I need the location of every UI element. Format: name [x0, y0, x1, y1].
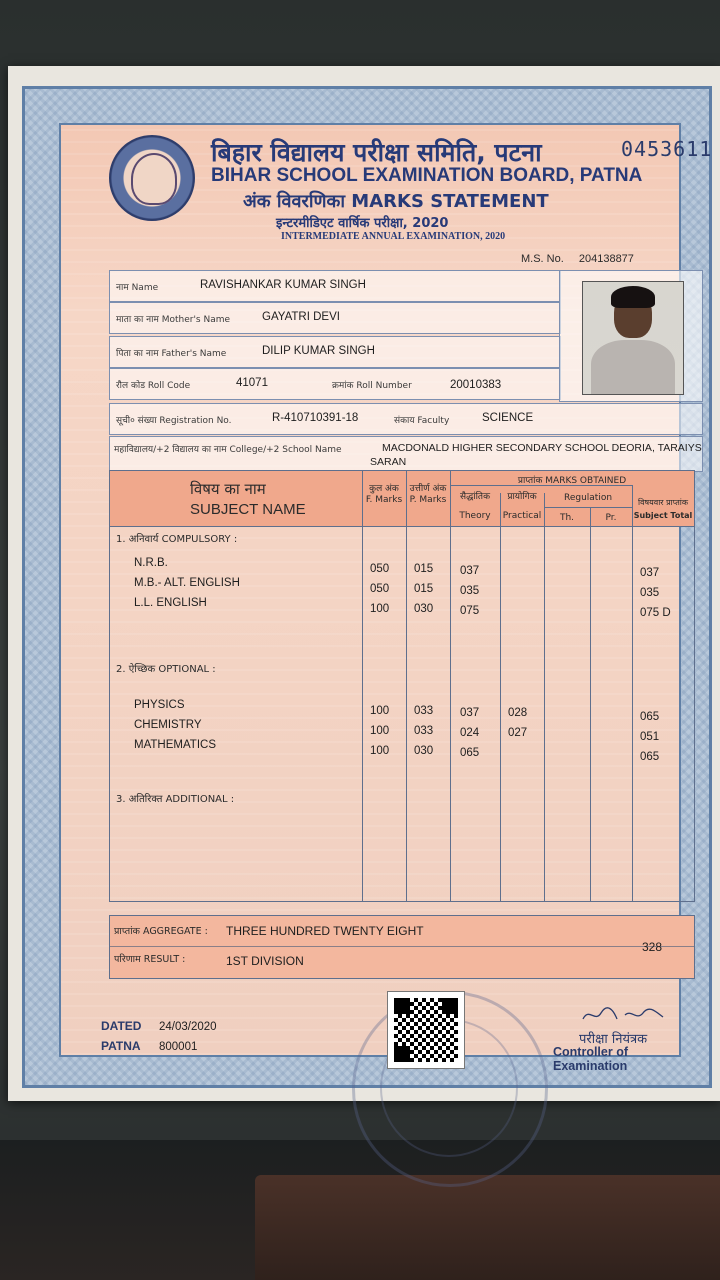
exam-name-english: INTERMEDIATE ANNUAL EXAMINATION, 2020 — [281, 231, 506, 242]
roll-code-label: रौल कोड Roll Code — [116, 381, 191, 391]
college-label: महाविद्यालय/+2 विद्यालय का नाम College/+2 School Name — [114, 445, 342, 455]
subject-total: 065 — [640, 711, 660, 723]
marks-obtained-header: प्राप्तांक MARKS OBTAINED — [517, 476, 627, 486]
subject-fmarks: 100 — [370, 603, 390, 615]
roll-code-value: 41071 — [236, 377, 268, 389]
practical-header: Practical — [502, 511, 542, 521]
result-label: परिणाम RESULT : — [114, 954, 186, 965]
subject-theory: 037 — [460, 565, 480, 577]
subject-total: 065 — [640, 751, 660, 763]
pmarks-header: P. Marks — [409, 495, 447, 505]
controller-title-hindi: परीक्षा नियंत्रक — [579, 1032, 648, 1047]
registration-value: R-410710391-18 — [272, 412, 359, 424]
section-additional: 3. अतिरिक्त ADDITIONAL : — [116, 794, 235, 805]
qr-code — [387, 991, 465, 1069]
ms-number-label: M.S. No. — [521, 253, 564, 265]
subject-pmarks: 033 — [414, 705, 434, 717]
faculty-label: संकाय Faculty — [394, 416, 450, 426]
subject-pmarks: 030 — [414, 603, 434, 615]
registration-row — [109, 403, 703, 435]
aggregate-label: प्राप्तांक AGGREGATE : — [114, 926, 208, 937]
practical-header-hindi: प्रायोगिक — [507, 492, 537, 502]
document-body — [59, 123, 713, 1073]
title-hindi: बिहार विद्यालय परीक्षा समिति, पटना — [211, 138, 542, 167]
subject-theory: 035 — [460, 585, 480, 597]
section-compulsory: 1. अनिवार्य COMPULSORY : — [116, 534, 238, 545]
regulation-header: Regulation — [563, 493, 613, 503]
aggregate-result-box — [109, 915, 695, 979]
subject-header-english: SUBJECT NAME — [190, 501, 306, 518]
subject-total: 035 — [640, 587, 660, 599]
aggregate-total: 328 — [642, 940, 663, 954]
registration-label: सूची० संख्या Registration No. — [116, 416, 232, 426]
subject-name: CHEMISTRY — [134, 719, 202, 731]
section-optional: 2. ऐच्छिक OPTIONAL : — [116, 664, 216, 675]
fmarks-header-hindi: कुल अंक — [369, 484, 399, 494]
subject-fmarks: 050 — [370, 563, 390, 575]
subject-name: L.L. ENGLISH — [134, 597, 207, 609]
father-value: DILIP KUMAR SINGH — [262, 345, 375, 357]
name-value: RAVISHANKAR KUMAR SINGH — [200, 279, 366, 291]
marks-statement-title: अंक विवरणिका MARKS STATEMENT — [243, 191, 549, 212]
subject-theory: 037 — [460, 707, 480, 719]
controller-title: Controller of Examination — [553, 1045, 628, 1073]
roll-number-value: 20010383 — [450, 379, 502, 391]
subject-theory: 075 — [460, 605, 480, 617]
regulation-pr-header: Pr. — [605, 513, 617, 523]
name-label: नाम Name — [116, 283, 159, 293]
subject-pmarks: 015 — [414, 583, 434, 595]
college-name-line1: MACDONALD HIGHER SECONDARY SCHOOL DEORIA, TARAIYS — [382, 442, 702, 454]
subject-total-header: Subject Total — [633, 511, 693, 520]
subject-name: PHYSICS — [134, 699, 185, 711]
subject-name: M.B.- ALT. ENGLISH — [134, 577, 240, 589]
subject-name: N.R.B. — [134, 557, 168, 569]
roll-number-label: क्रमांक Roll Number — [332, 381, 412, 391]
subject-fmarks: 100 — [370, 745, 390, 757]
subject-theory: 065 — [460, 747, 480, 759]
subject-practical: 027 — [508, 727, 528, 739]
theory-header: Theory — [459, 511, 491, 521]
result-value: 1ST DIVISION — [226, 954, 304, 968]
aggregate-words: THREE HUNDRED TWENTY EIGHT — [226, 924, 424, 938]
subject-pmarks: 033 — [414, 725, 434, 737]
exam-name-hindi: इन्टरमीडिएट वार्षिक परीक्षा, 2020 — [276, 216, 449, 231]
student-photo — [582, 281, 684, 395]
place-label: PATNA — [101, 1039, 141, 1053]
theory-header-hindi: सैद्धांतिक — [460, 492, 490, 502]
title-english: BIHAR SCHOOL EXAMINATION BOARD, PATNA — [211, 165, 643, 186]
subject-fmarks: 100 — [370, 705, 390, 717]
ms-number — [521, 253, 634, 265]
subject-pmarks: 030 — [414, 745, 434, 757]
father-row — [109, 336, 561, 368]
name-row — [109, 270, 561, 302]
pmarks-header-hindi: उत्तीर्ण अंक — [409, 484, 447, 494]
subject-total: 037 — [640, 567, 660, 579]
college-name-line2: SARAN — [370, 456, 407, 468]
ms-number-value: 204138877 — [578, 253, 634, 265]
faculty-value: SCIENCE — [482, 412, 534, 424]
college-row — [109, 436, 703, 472]
subject-total-header-hindi: विषयवार प्राप्तांक — [638, 498, 688, 507]
marks-statement-document — [8, 66, 720, 1101]
dated-label: DATED — [101, 1019, 142, 1033]
background-table — [255, 1175, 720, 1280]
serial-number: 0453611 — [621, 137, 713, 161]
subject-fmarks: 050 — [370, 583, 390, 595]
mother-row — [109, 302, 561, 334]
subject-fmarks: 100 — [370, 725, 390, 737]
fmarks-header: F. Marks — [365, 495, 403, 505]
student-photo-frame — [559, 270, 703, 402]
father-label: पिता का नाम Father's Name — [116, 349, 227, 359]
subject-pmarks: 015 — [414, 563, 434, 575]
marks-table — [109, 470, 695, 902]
subject-header-hindi: विषय का नाम — [190, 480, 266, 498]
subject-practical: 028 — [508, 707, 528, 719]
board-logo-seal — [109, 135, 195, 221]
mother-value: GAYATRI DEVI — [262, 311, 340, 323]
subject-total: 075 D — [640, 607, 671, 619]
controller-signature — [579, 1005, 669, 1025]
subject-name: MATHEMATICS — [134, 739, 216, 751]
document-border — [22, 86, 712, 1088]
dated-value: 24/03/2020 — [159, 1021, 217, 1033]
subject-total: 051 — [640, 731, 660, 743]
subject-theory: 024 — [460, 727, 480, 739]
mother-label: माता का नाम Mother's Name — [116, 315, 231, 325]
place-code: 800001 — [159, 1041, 198, 1053]
regulation-th-header: Th. — [559, 513, 575, 523]
roll-row — [109, 368, 561, 400]
